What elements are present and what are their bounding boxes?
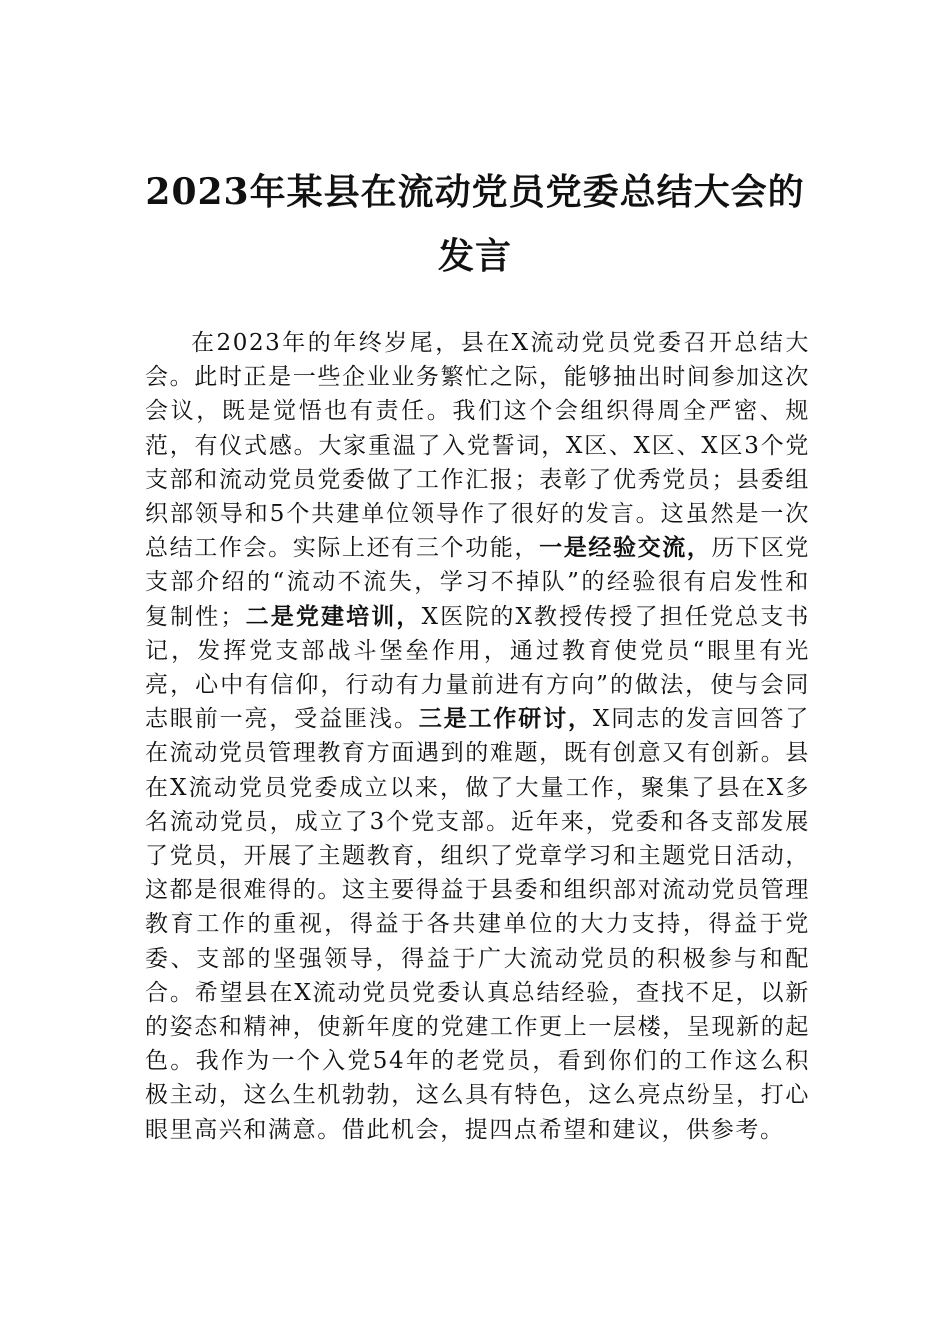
document-title: 2023年某县在流动党员党委总结大会的发言	[145, 171, 805, 277]
bold-phrase-3: 三是工作研讨，	[418, 705, 593, 733]
paragraph-text-4: X同志的发言回答了在流动党员管理教育方面遇到的难题，既有创意又有创新。县在X流动党员党委成立以来，做了大量工作，聚集了县在X多名流动党员，成立了3个党支部。近年来，党委和各支部发展了党员，开展了主题教育，组织了党章学习和主题党日活动，这都是很难得的。这主要得益于县委和组织部对流动党员管理教育工作的重视，得益于各共建单位的大力支持，得益于党委、支部的坚强领导，得益于广大流动党员的积极参与和配合。希望县在X流动党员党委认真总结经验，查找不足，以新的姿态和精神，使新年度的党建工作更上一层楼，呈现新的起色。我作为一个入党54年的老党员，看到你们的工作这么积极主动，这么生机勃勃，这么具有特色，这么亮点纷呈，打心眼里高兴和满意。借此机会，提四点希望和建议，供参考。	[145, 706, 810, 1143]
paragraph-text-1: 在2023年的年终岁尾，县在X流动党员党委召开总结大会。此时正是一些企业业务繁忙之际，能够抽出时间参加这次会议，既是觉悟也有责任。我们这个会组织得周全严密、规范，有仪式感。大家重温了入党誓词，X区、X区、X区3个党支部和流动党员党委做了工作汇报；表彰了优秀党员；县委组织部领导和5个共建单位领导作了很好的发言。这虽然是一次总结工作会。实际上还有三个功能，	[145, 330, 810, 562]
paragraph-text-3: X医院的X教授传授了担任党总支书记，发挥党支部战斗堡垒作用，通过教育使党员“眼里有光亮，心中有信仰，行动有力量前进有方向”的做法，使与会同志眼前一亮，受益匪浅。	[145, 603, 811, 733]
bold-phrase-2: 二是党建培训，	[245, 602, 422, 630]
bold-phrase-1: 一是经验交流，	[539, 534, 712, 562]
paragraph-text-2: 历下区党支部介绍的“流动不流失，学习不掉队”的经验很有启发性和复制性；	[145, 535, 811, 630]
body-paragraph	[145, 326, 810, 1147]
